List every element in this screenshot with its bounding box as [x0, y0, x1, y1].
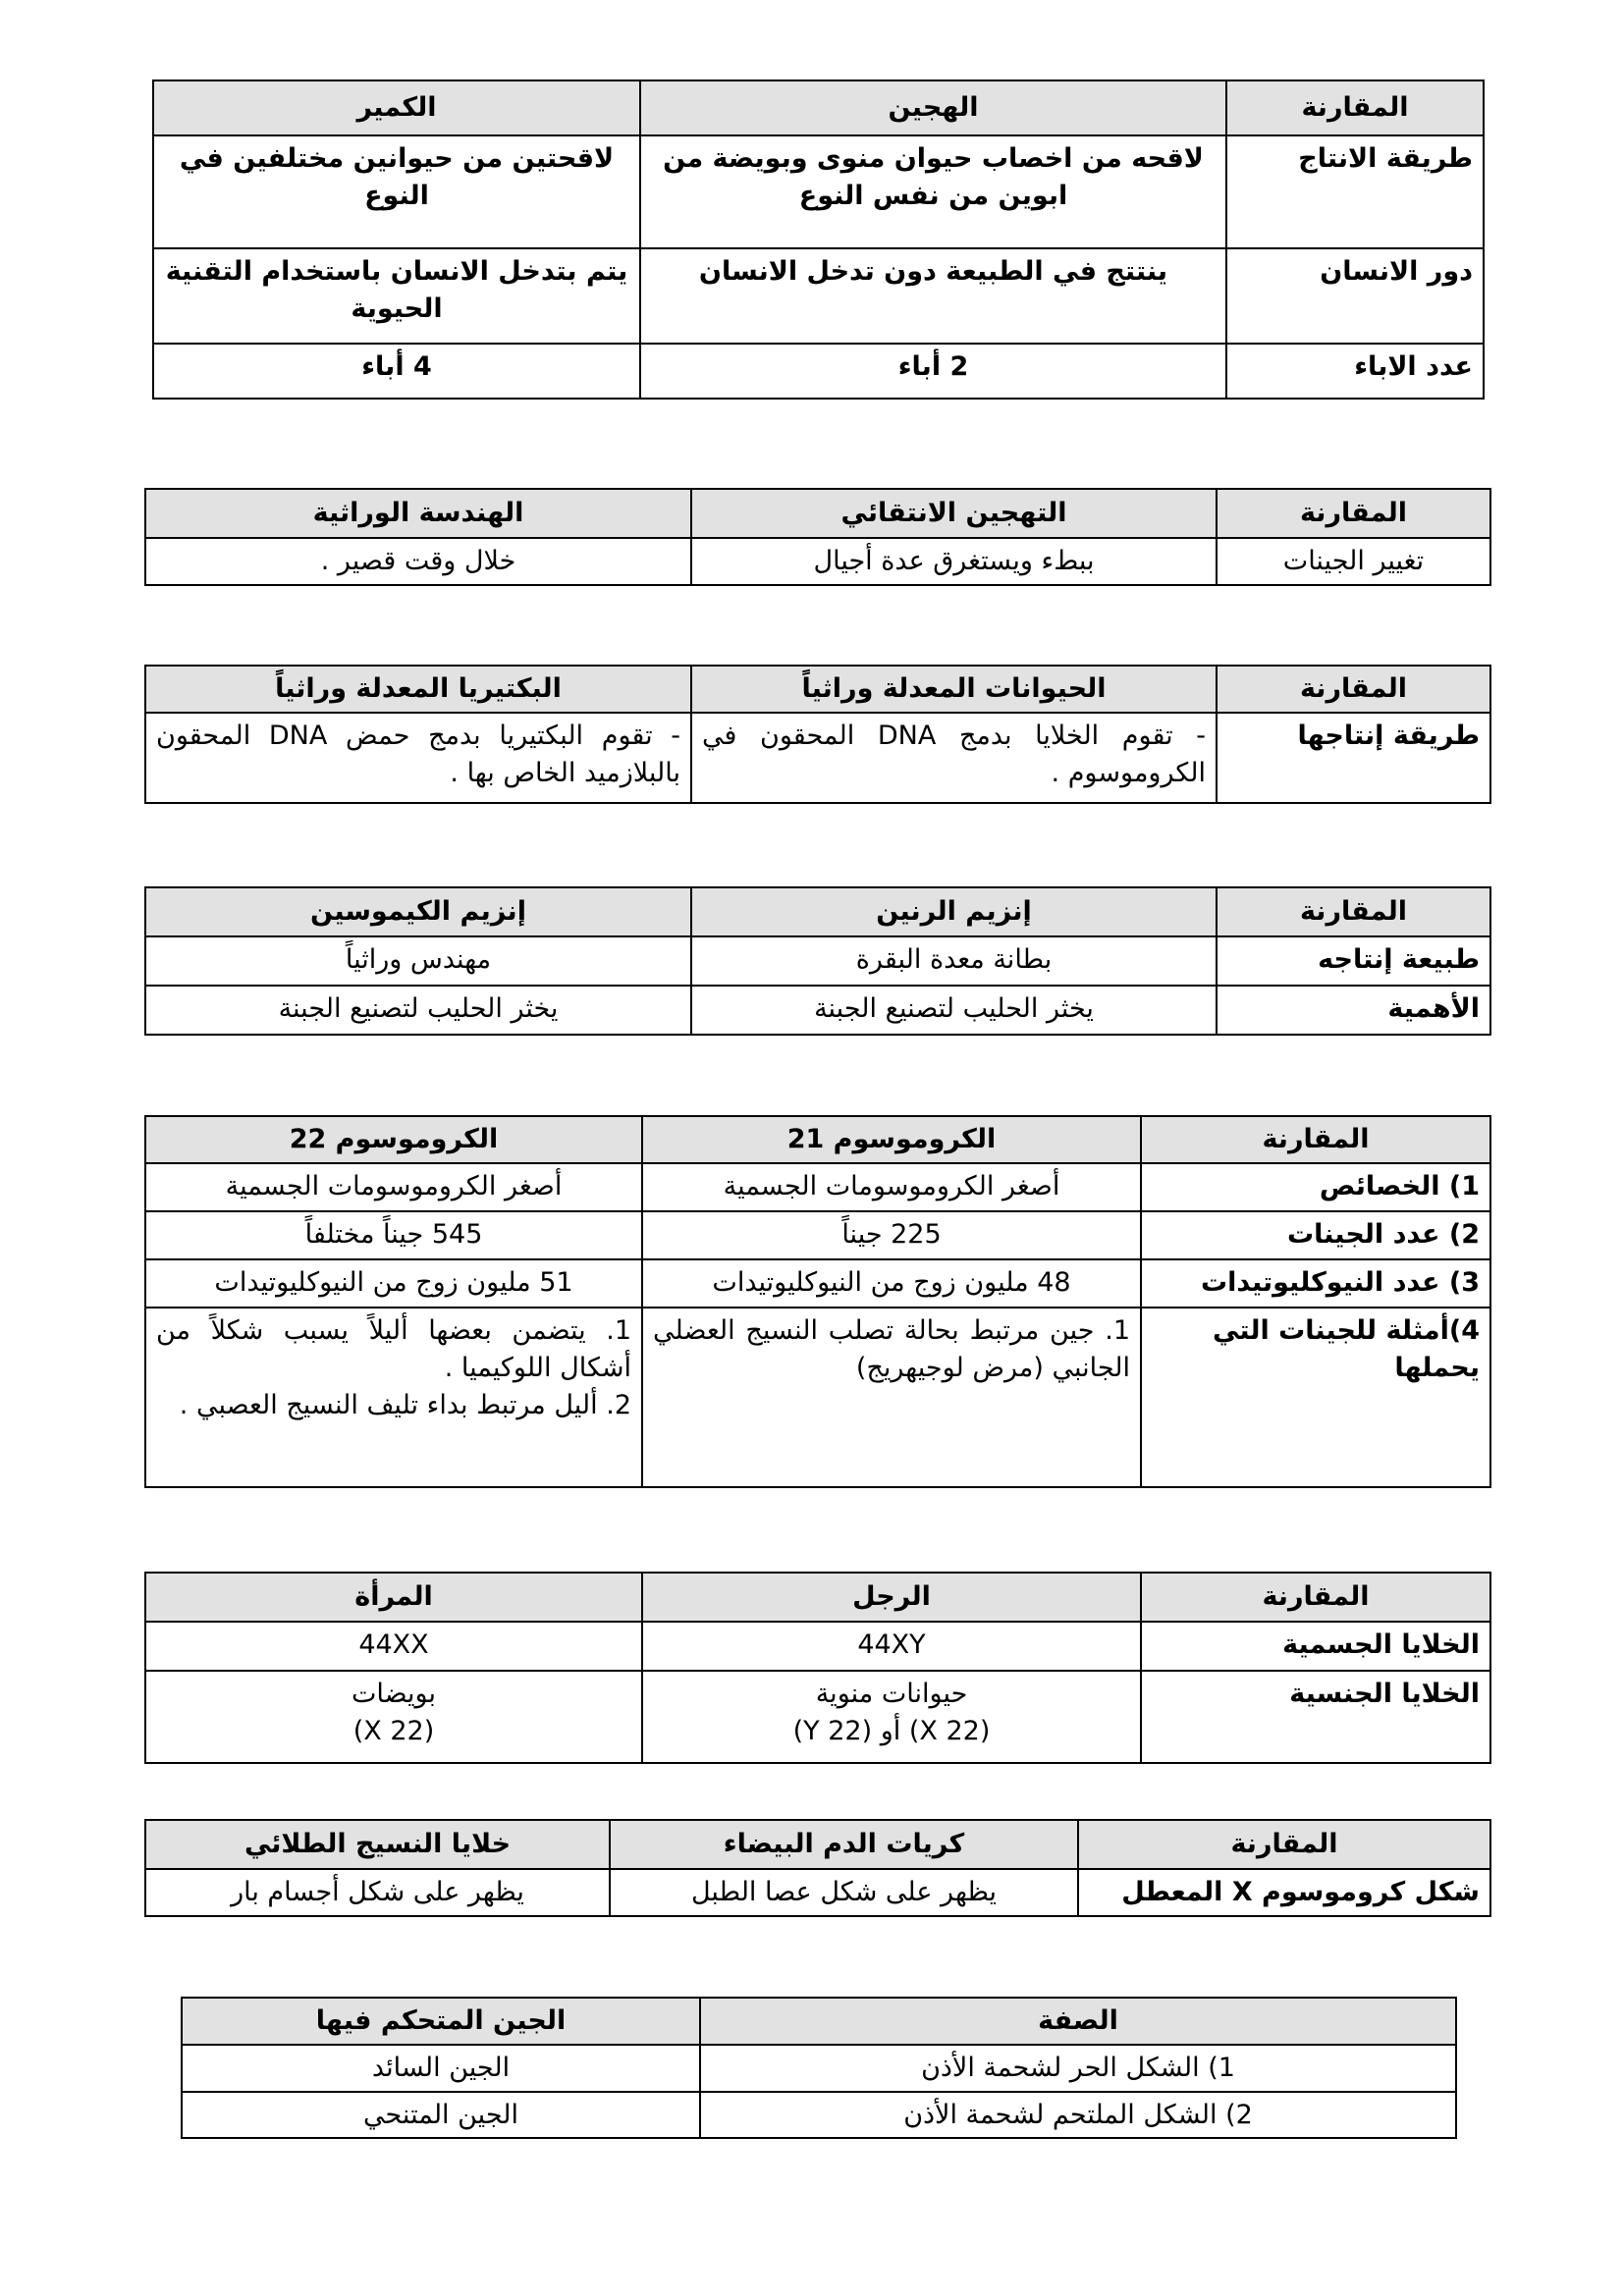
- man-sex-cells-formula: (22 X) أو (22 Y): [792, 1715, 991, 1746]
- cell-chr21-gene-examples: [642, 1308, 1141, 1487]
- header-controlling-gene: الجين المتحكم فيها: [182, 1998, 700, 2045]
- cell-woman-sex-cells: [145, 1671, 642, 1763]
- header-comparison: المقارنة: [1078, 1820, 1490, 1869]
- header-chromosome-22: الكروموسوم 22: [145, 1116, 642, 1163]
- cell-man-sex-cells: [642, 1671, 1141, 1763]
- cell-chr22-characteristics: أصغر الكروموسومات الجسمية: [145, 1163, 642, 1211]
- row-label-nucleotide-count: 3) عدد النيوكليوتيدات: [1141, 1259, 1490, 1308]
- header-man: الرجل: [642, 1573, 1141, 1622]
- header-comparison: المقارنة: [1141, 1116, 1490, 1163]
- table-rennin-chymosin: [144, 886, 1491, 1036]
- man-sex-cells-name: حيوانات منوية: [815, 1679, 968, 1709]
- cell-man-somatic: 44XY: [642, 1622, 1141, 1671]
- cell-chimera-human-role: يتم بتدخل الانسان باستخدام التقنية الحيوية: [153, 248, 640, 344]
- table-chromosome-21-22: [144, 1115, 1491, 1488]
- cell-chr22-gene-count: 545 جيناً مختلفاً: [145, 1211, 642, 1259]
- row-label-gene-count: 2) عدد الجينات: [1141, 1211, 1490, 1259]
- header-trait: الصفة: [700, 1998, 1456, 2045]
- chr22-example-2: 2. أليل مرتبط بداء تليف النسيج العصبي .: [179, 1389, 631, 1420]
- cell-hybrid-production: لاقحه من اخصاب حيوان منوى وبويضة من ابوين من نفس النوع: [640, 135, 1226, 248]
- header-comparison: المقارنة: [1217, 666, 1490, 713]
- header-genetic-engineering: الهندسة الوراثية: [145, 489, 691, 538]
- cell-chr22-nucleotide-count: 51 مليون زوج من النيوكليوتيدات: [145, 1259, 642, 1308]
- table-inactive-x: [144, 1819, 1491, 1917]
- cell-rennin-source: بطانة معدة البقرة: [691, 936, 1217, 986]
- chr21-example-1: 1. جين مرتبط بحالة تصلب النسيج العضلي الجانبي (مرض لوجيهريج): [653, 1315, 1130, 1383]
- row-label-parents: عدد الاباء: [1226, 344, 1484, 399]
- cell-breeding-gene-change: ببطء ويستغرق عدة أجيال: [691, 538, 1217, 585]
- table-hybrid-chimera: [152, 80, 1485, 400]
- table-earlobe-traits: [181, 1997, 1457, 2139]
- header-epithelial-cells: خلايا النسيج الطلائي: [145, 1820, 610, 1869]
- row-label-production: طريقة الانتاج: [1226, 135, 1484, 248]
- cell-gm-animals-method: - تقوم الخلايا بدمج DNA المحقون في الكروموسوم .: [691, 713, 1217, 803]
- header-comparison: المقارنة: [1217, 489, 1490, 538]
- header-woman: المرأة: [145, 1573, 642, 1622]
- table-breeding-engineering: [144, 488, 1491, 586]
- row-label-importance: الأهمية: [1217, 986, 1490, 1035]
- row-label-characteristics: 1) الخصائص: [1141, 1163, 1490, 1211]
- header-hybrid: الهجين: [640, 80, 1226, 135]
- row-label-inactive-x-shape: شكل كروموسوم X المعطل: [1078, 1869, 1490, 1916]
- cell-trait-free-earlobe: 1) الشكل الحر لشحمة الأذن: [700, 2045, 1456, 2092]
- row-label-somatic-cells: الخلايا الجسمية: [1141, 1622, 1490, 1671]
- header-chimera: الكمير: [153, 80, 640, 135]
- table-man-woman: [144, 1572, 1491, 1764]
- cell-chr21-characteristics: أصغر الكروموسومات الجسمية: [642, 1163, 1141, 1211]
- row-label-source: طبيعة إنتاجه: [1217, 936, 1490, 986]
- row-label-production-method: طريقة إنتاجها: [1217, 713, 1490, 803]
- header-comparison: المقارنة: [1217, 887, 1490, 936]
- cell-woman-somatic: 44XX: [145, 1622, 642, 1671]
- row-label-gene-examples: 4)أمثلة للجينات التي يحملها: [1141, 1308, 1490, 1487]
- cell-epithelial-shape: يظهر على شكل أجسام بار: [145, 1869, 610, 1916]
- cell-chimera-parents: 4 أباء: [153, 344, 640, 399]
- row-label-sex-cells: الخلايا الجنسية: [1141, 1671, 1490, 1763]
- woman-sex-cells-formula: (22 X): [352, 1715, 435, 1746]
- header-gm-bacteria: البكتيريا المعدلة وراثياً: [145, 666, 691, 713]
- cell-chr22-gene-examples: [145, 1308, 642, 1487]
- header-selective-breeding: التهجين الانتقائي: [691, 489, 1217, 538]
- cell-chr21-gene-count: 225 جيناً: [642, 1211, 1141, 1259]
- header-chromosome-21: الكروموسوم 21: [642, 1116, 1141, 1163]
- header-white-blood-cells: كريات الدم البيضاء: [610, 1820, 1078, 1869]
- cell-hybrid-human-role: ينتتج في الطبيعة دون تدخل الانسان: [640, 248, 1226, 344]
- cell-hybrid-parents: 2 أباء: [640, 344, 1226, 399]
- cell-chimera-production: لاقحتين من حيوانين مختلفين في النوع: [153, 135, 640, 248]
- header-chymosin: إنزيم الكيموسين: [145, 887, 691, 936]
- cell-gm-bacteria-method: - تقوم البكتيريا بدمج حمض DNA المحقون بالبلازميد الخاص بها .: [145, 713, 691, 803]
- header-gm-animals: الحيوانات المعدلة وراثياً: [691, 666, 1217, 713]
- table-gm-animals-bacteria: [144, 665, 1491, 804]
- header-comparison: المقارنة: [1226, 80, 1484, 135]
- woman-sex-cells-name: بويضات: [351, 1679, 437, 1709]
- header-rennin: إنزيم الرنين: [691, 887, 1217, 936]
- cell-engineering-gene-change: خلال وقت قصير .: [145, 538, 691, 585]
- row-label-gene-change: تغيير الجينات: [1217, 538, 1490, 585]
- cell-chymosin-importance: يخثر الحليب لتصنيع الجبنة: [145, 986, 691, 1035]
- cell-rennin-importance: يخثر الحليب لتصنيع الجبنة: [691, 986, 1217, 1035]
- chr22-example-1: 1. يتضمن بعضها أليلاً يسبب شكلاً من أشكال اللوكيميا .: [156, 1315, 631, 1383]
- cell-trait-attached-earlobe: 2) الشكل الملتحم لشحمة الأذن: [700, 2092, 1456, 2139]
- header-comparison: المقارنة: [1141, 1573, 1490, 1622]
- cell-gene-recessive: الجين المتنحي: [182, 2092, 700, 2139]
- cell-chr21-nucleotide-count: 48 مليون زوج من النيوكليوتيدات: [642, 1259, 1141, 1308]
- row-label-human-role: دور الانسان: [1226, 248, 1484, 344]
- cell-gene-dominant: الجين السائد: [182, 2045, 700, 2092]
- cell-chymosin-source: مهندس وراثياً: [145, 936, 691, 986]
- cell-wbc-shape: يظهر على شكل عصا الطبل: [610, 1869, 1078, 1916]
